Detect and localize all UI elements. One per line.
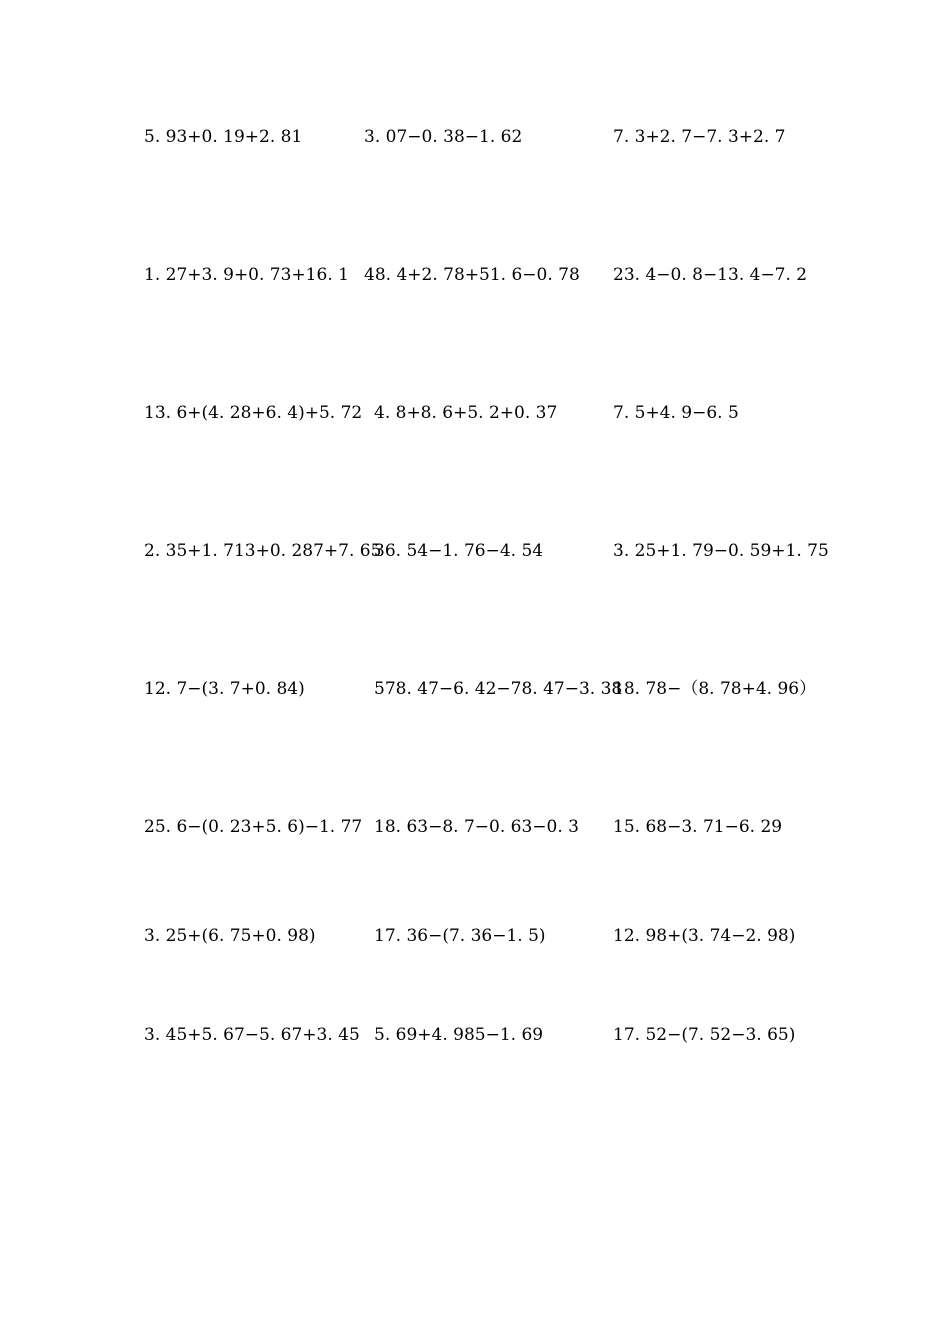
problem-r2-c2: 48. 4+2. 78+51. 6−0. 78	[364, 265, 580, 285]
problem-r4-c1: 2. 35+1. 713+0. 287+7. 65	[144, 541, 382, 561]
problem-r7-c1: 3. 25+(6. 75+0. 98)	[144, 926, 316, 946]
problem-r7-c2: 17. 36−(7. 36−1. 5)	[374, 926, 546, 946]
problem-r8-c1: 3. 45+5. 67−5. 67+3. 45	[144, 1025, 360, 1045]
problem-r4-c2: 36. 54−1. 76−4. 54	[374, 541, 544, 561]
problem-r2-c1: 1. 27+3. 9+0. 73+16. 1	[144, 265, 349, 285]
problem-r8-c3: 17. 52−(7. 52−3. 65)	[613, 1025, 796, 1045]
problem-r4-c3: 3. 25+1. 79−0. 59+1. 75	[613, 541, 829, 561]
problem-r6-c2: 18. 63−8. 7−0. 63−0. 3	[374, 817, 579, 837]
problem-r1-c1: 5. 93+0. 19+2. 81	[144, 127, 303, 147]
problem-r3-c3: 7. 5+4. 9−6. 5	[613, 403, 739, 423]
problem-r5-c1: 12. 7−(3. 7+0. 84)	[144, 679, 305, 699]
problem-r1-c2: 3. 07−0. 38−1. 62	[364, 127, 523, 147]
problem-r6-c3: 15. 68−3. 71−6. 29	[613, 817, 783, 837]
problem-r3-c1: 13. 6+(4. 28+6. 4)+5. 72	[144, 403, 363, 423]
problem-r5-c2: 578. 47−6. 42−78. 47−3. 38	[374, 679, 623, 699]
problem-r6-c1: 25. 6−(0. 23+5. 6)−1. 77	[144, 817, 363, 837]
problem-r3-c2: 4. 8+8. 6+5. 2+0. 37	[374, 403, 558, 423]
problem-r7-c3: 12. 98+(3. 74−2. 98)	[613, 926, 796, 946]
problem-r2-c3: 23. 4−0. 8−13. 4−7. 2	[613, 265, 808, 285]
problem-r5-c3: 18. 78−（8. 78+4. 96）	[613, 679, 817, 699]
problem-r8-c2: 5. 69+4. 985−1. 69	[374, 1025, 544, 1045]
problem-r1-c3: 7. 3+2. 7−7. 3+2. 7	[613, 127, 786, 147]
